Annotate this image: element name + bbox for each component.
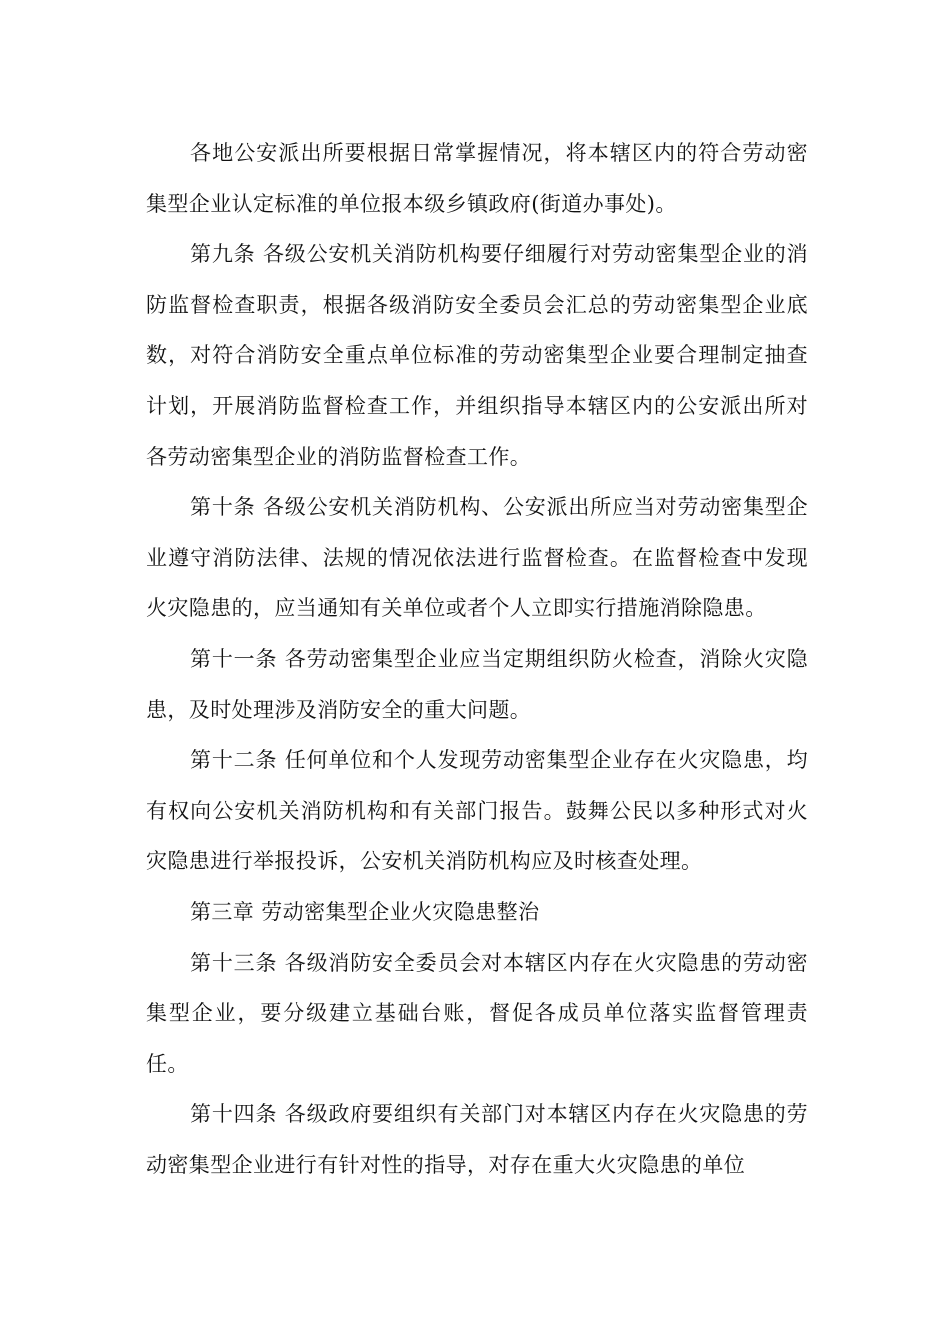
chapter-3-heading: 第三章 劳动密集型企业火灾隐患整治 — [190, 899, 540, 924]
document-body — [146, 128, 808, 1190]
paragraph-article-14: 第十四条 各级政府要组织有关部门对本辖区内存在火灾隐患的劳动密集型企业进行有针对性的指导，对存在重大火灾隐患的单位 — [146, 1102, 808, 1177]
paragraph-article-9: 第九条 各级公安机关消防机构要仔细履行对劳动密集型企业的消防监督检查职责，根据各级消防安全委员会汇总的劳动密集型企业底数，对符合消防安全重点单位标准的劳动密集型企业要合理制定抽查计划，开展消防监督检查工作，并组织指导本辖区内的公安派出所对各劳动密集型企业的消防监督检查工作。 — [146, 242, 808, 469]
paragraph-article-12: 第十二条 任何单位和个人发现劳动密集型企业存在火灾隐患，均有权向公安机关消防机构和有关部门报告。鼓舞公民以多种形式对火灾隐患进行举报投诉，公安机关消防机构应及时核查处理。 — [146, 748, 808, 874]
paragraph-article-13: 第十三条 各级消防安全委员会对本辖区内存在火灾隐患的劳动密集型企业，要分级建立基础台账，督促各成员单位落实监督管理责任。 — [146, 950, 808, 1076]
paragraph-article-10: 第十条 各级公安机关消防机构、公安派出所应当对劳动密集型企业遵守消防法律、法规的情况依法进行监督检查。在监督检查中发现火灾隐患的，应当通知有关单位或者个人立即实行措施消除隐患。 — [146, 495, 808, 621]
paragraph-article-11: 第十一条 各劳动密集型企业应当定期组织防火检查，消除火灾隐患，及时处理涉及消防安全的重大问题。 — [146, 646, 808, 722]
paragraph-police-station-report: 各地公安派出所要根据日常掌握情况，将本辖区内的符合劳动密集型企业认定标准的单位报本级乡镇政府(街道办事处)。 — [146, 141, 808, 216]
